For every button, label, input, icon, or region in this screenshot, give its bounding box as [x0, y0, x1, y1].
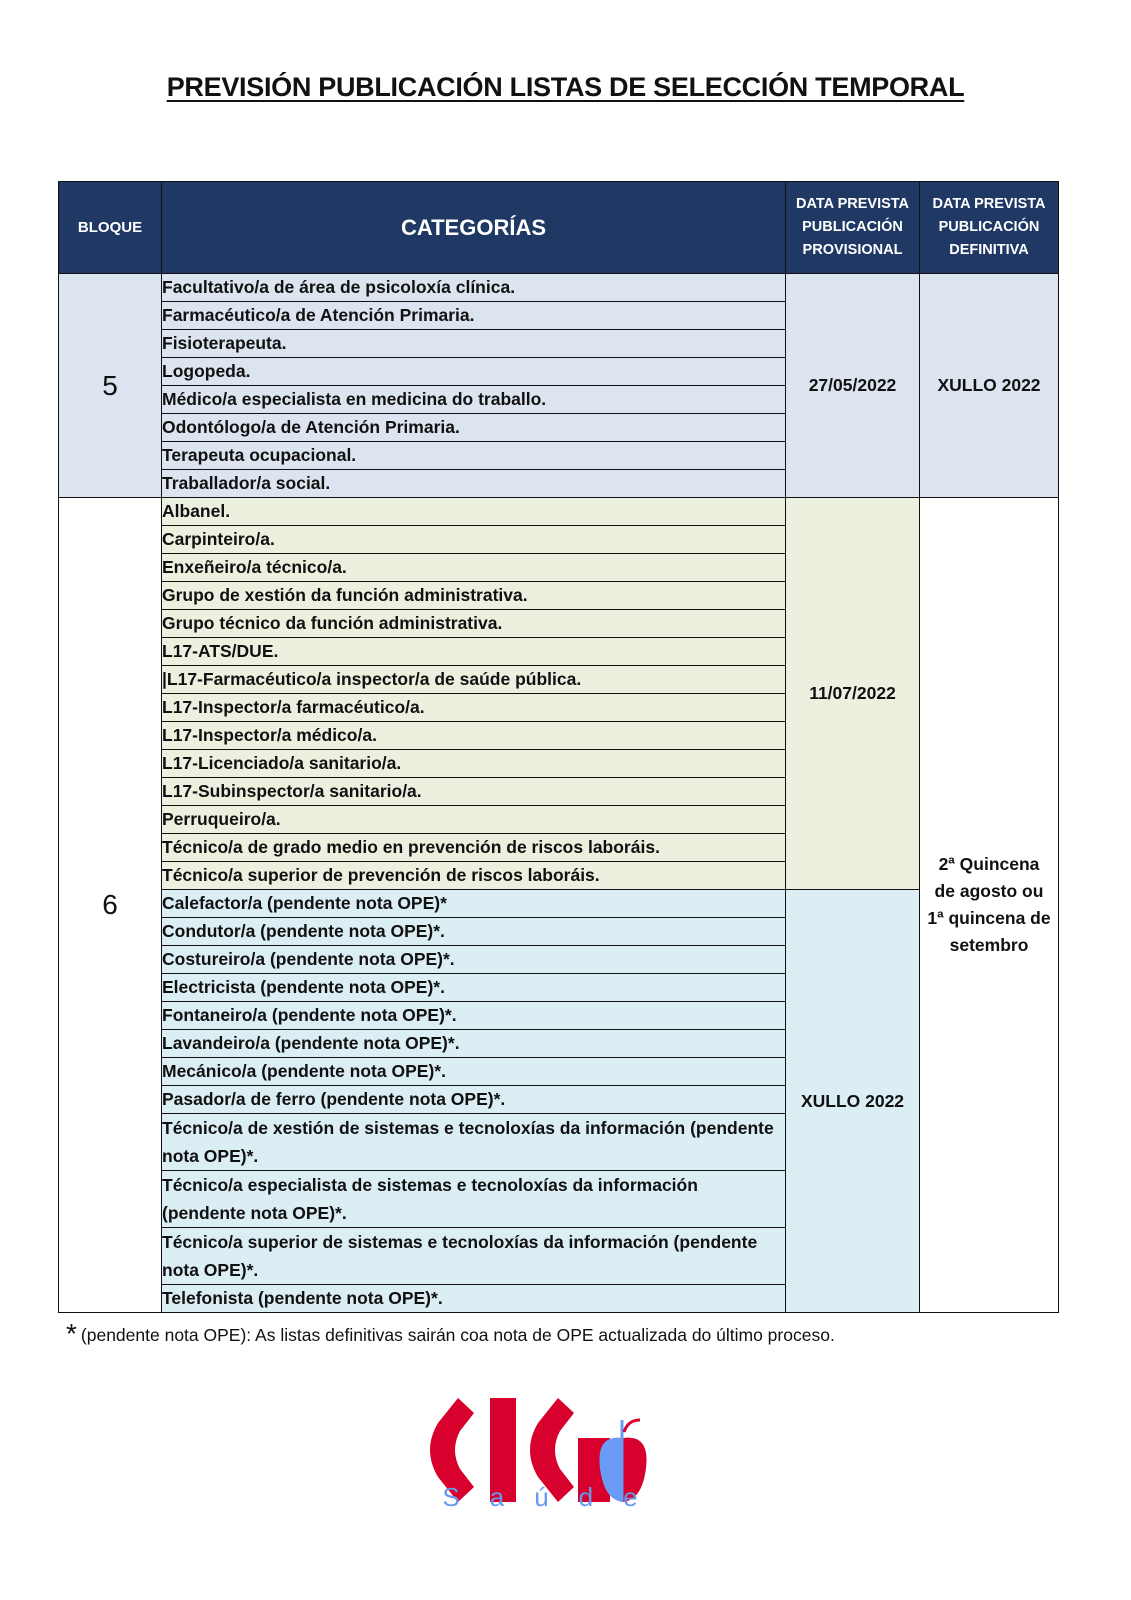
table-row — [59, 274, 1059, 302]
bloque-cell-6: 6 — [59, 498, 162, 1313]
schedule-table — [58, 181, 1059, 1313]
logo-subtitle: Saúde — [442, 1482, 668, 1512]
category-cell: Facultativo/a de área de psicoloxía clínica. — [162, 274, 786, 302]
category-cell: |L17-Farmacéutico/a inspector/a de saúde pública. — [162, 666, 786, 694]
category-cell: L17-Subinspector/a sanitario/a. — [162, 778, 786, 806]
category-cell: Lavandeiro/a (pendente nota OPE)*. — [162, 1030, 786, 1058]
header-categorias: CATEGORÍAS — [162, 182, 786, 274]
category-cell: L17-ATS/DUE. — [162, 638, 786, 666]
category-cell: Técnico/a de grado medio en prevención de riscos laboráis. — [162, 834, 786, 862]
bloque-cell-5: 5 — [59, 274, 162, 498]
header-bloque: BLOQUE — [59, 182, 162, 274]
category-cell: Técnico/a especialista de sistemas e tecnoloxías da información (pendente nota OPE)*. — [162, 1171, 786, 1228]
category-cell: Grupo técnico da función administrativa. — [162, 610, 786, 638]
category-cell: Perruqueiro/a. — [162, 806, 786, 834]
definitiva-date-cell: 2ª Quincena de agosto ou 1ª quincena de setembro — [920, 498, 1059, 1313]
category-cell: Fisioterapeuta. — [162, 330, 786, 358]
category-cell: Terapeuta ocupacional. — [162, 442, 786, 470]
category-cell: Electricista (pendente nota OPE)*. — [162, 974, 786, 1002]
page-title: PREVISIÓN PUBLICACIÓN LISTAS DE SELECCIÓN TEMPORAL — [166, 72, 965, 102]
category-cell: Fontaneiro/a (pendente nota OPE)*. — [162, 1002, 786, 1030]
category-cell: Costureiro/a (pendente nota OPE)*. — [162, 946, 786, 974]
table-header-row — [59, 182, 1059, 274]
category-cell: Grupo de xestión da función administrativa. — [162, 582, 786, 610]
category-cell: Carpinteiro/a. — [162, 526, 786, 554]
category-cell: Técnico/a superior de prevención de riscos laboráis. — [162, 862, 786, 890]
category-cell: Médico/a especialista en medicina do traballo. — [162, 386, 786, 414]
definitiva-date-cell: XULLO 2022 — [920, 274, 1059, 498]
category-cell: Pasador/a de ferro (pendente nota OPE)*. — [162, 1086, 786, 1114]
category-cell: Logopeda. — [162, 358, 786, 386]
category-cell: Técnico/a superior de sistemas e tecnoloxías da información (pendente nota OPE)*. — [162, 1228, 786, 1285]
category-cell: Mecánico/a (pendente nota OPE)*. — [162, 1058, 786, 1086]
category-cell: L17-Licenciado/a sanitario/a. — [162, 750, 786, 778]
category-cell: Odontólogo/a de Atención Primaria. — [162, 414, 786, 442]
table-row — [59, 890, 1059, 918]
provisional-date-cell: 27/05/2022 — [786, 274, 920, 498]
footnote-text: (pendente nota OPE): As listas definitivas sairán coa nota de OPE actualizada do último proceso. — [80, 1325, 835, 1345]
category-cell: Farmacéutico/a de Atención Primaria. — [162, 302, 786, 330]
category-cell: Técnico/a de xestión de sistemas e tecnoloxías da información (pendente nota OPE)*. — [162, 1114, 786, 1171]
provisional-date-cell: XULLO 2022 — [786, 890, 920, 1313]
category-cell: Albanel. — [162, 498, 786, 526]
header-provisional: DATA PREVISTA PUBLICACIÓN PROVISIONAL — [786, 182, 920, 274]
category-cell: Enxeñeiro/a técnico/a. — [162, 554, 786, 582]
footnote-marker: * — [66, 1318, 77, 1349]
category-cell: Telefonista (pendente nota OPE)*. — [162, 1285, 786, 1313]
category-cell: L17-Inspector/a farmacéutico/a. — [162, 694, 786, 722]
category-cell: Calefactor/a (pendente nota OPE)* — [162, 890, 786, 918]
provisional-date-cell: 11/07/2022 — [786, 498, 920, 890]
table-row — [59, 498, 1059, 526]
category-cell: Traballador/a social. — [162, 470, 786, 498]
category-cell: Condutor/a (pendente nota OPE)*. — [162, 918, 786, 946]
header-definitiva: DATA PREVISTA PUBLICACIÓN DEFINITIVA — [920, 182, 1059, 274]
category-cell: L17-Inspector/a médico/a. — [162, 722, 786, 750]
footnote — [66, 1318, 835, 1350]
